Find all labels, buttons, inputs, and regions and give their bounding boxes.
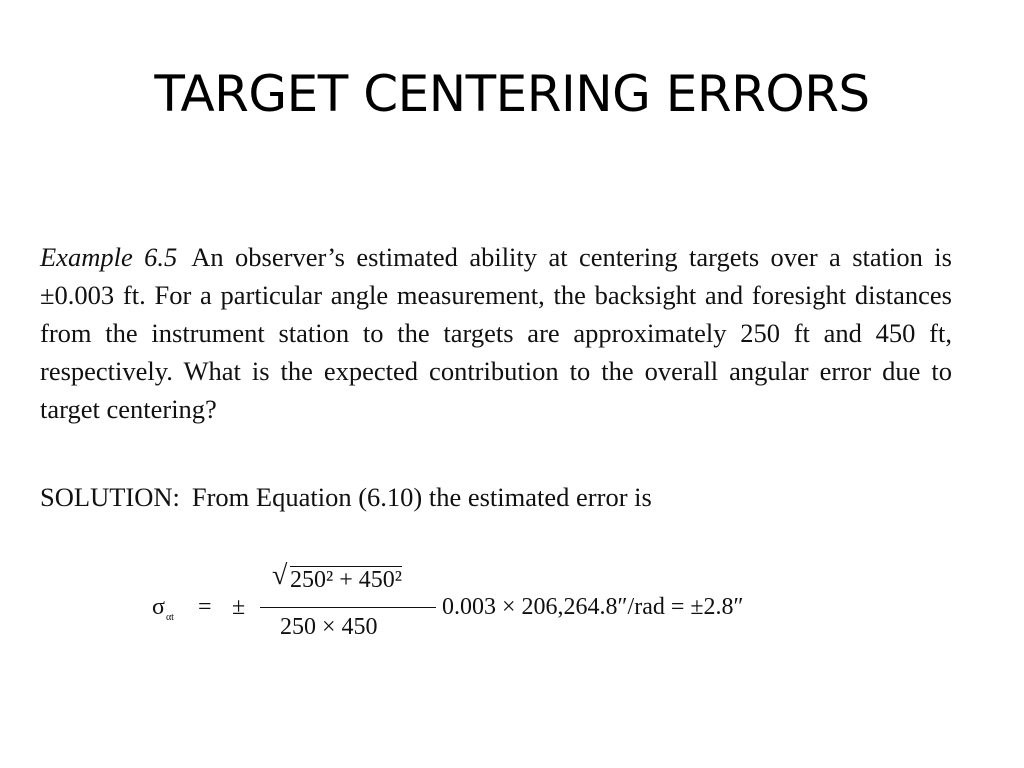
example-label: Example 6.5	[40, 242, 178, 272]
solution-text: From Equation (6.10) the estimated error is	[191, 482, 652, 512]
plus-minus-sign: ±	[232, 594, 246, 620]
example-text: An observer’s estimated ability at centering targets over a station is ±0.003 ft. For a particular angle measurement, the backsight and foresight distances from the instrument station to the targets are approximately 250 ft and 450 ft, respectively. What is the expected contribution to the overall angular error due to target centering?	[40, 242, 952, 424]
solution-line	[40, 478, 652, 516]
equals-sign: =	[198, 594, 212, 620]
radical-icon: √	[272, 560, 288, 591]
numerator: 250² + 450²	[290, 567, 402, 593]
error-equation	[152, 560, 872, 650]
square-root	[272, 560, 436, 596]
sigma-subscript: αt	[165, 612, 174, 623]
fraction	[258, 560, 438, 650]
fraction-bar	[260, 607, 436, 608]
denominator: 250 × 450	[280, 614, 378, 640]
sigma-symbol: $\sigma_{\alpha t}$	[152, 594, 174, 623]
equation-result: 0.003 × 206,264.8″/rad = ±2.8″	[442, 594, 744, 620]
example-paragraph	[40, 238, 952, 428]
slide-title: TARGET CENTERING ERRORS	[154, 65, 870, 123]
solution-label: SOLUTION:	[40, 482, 180, 512]
